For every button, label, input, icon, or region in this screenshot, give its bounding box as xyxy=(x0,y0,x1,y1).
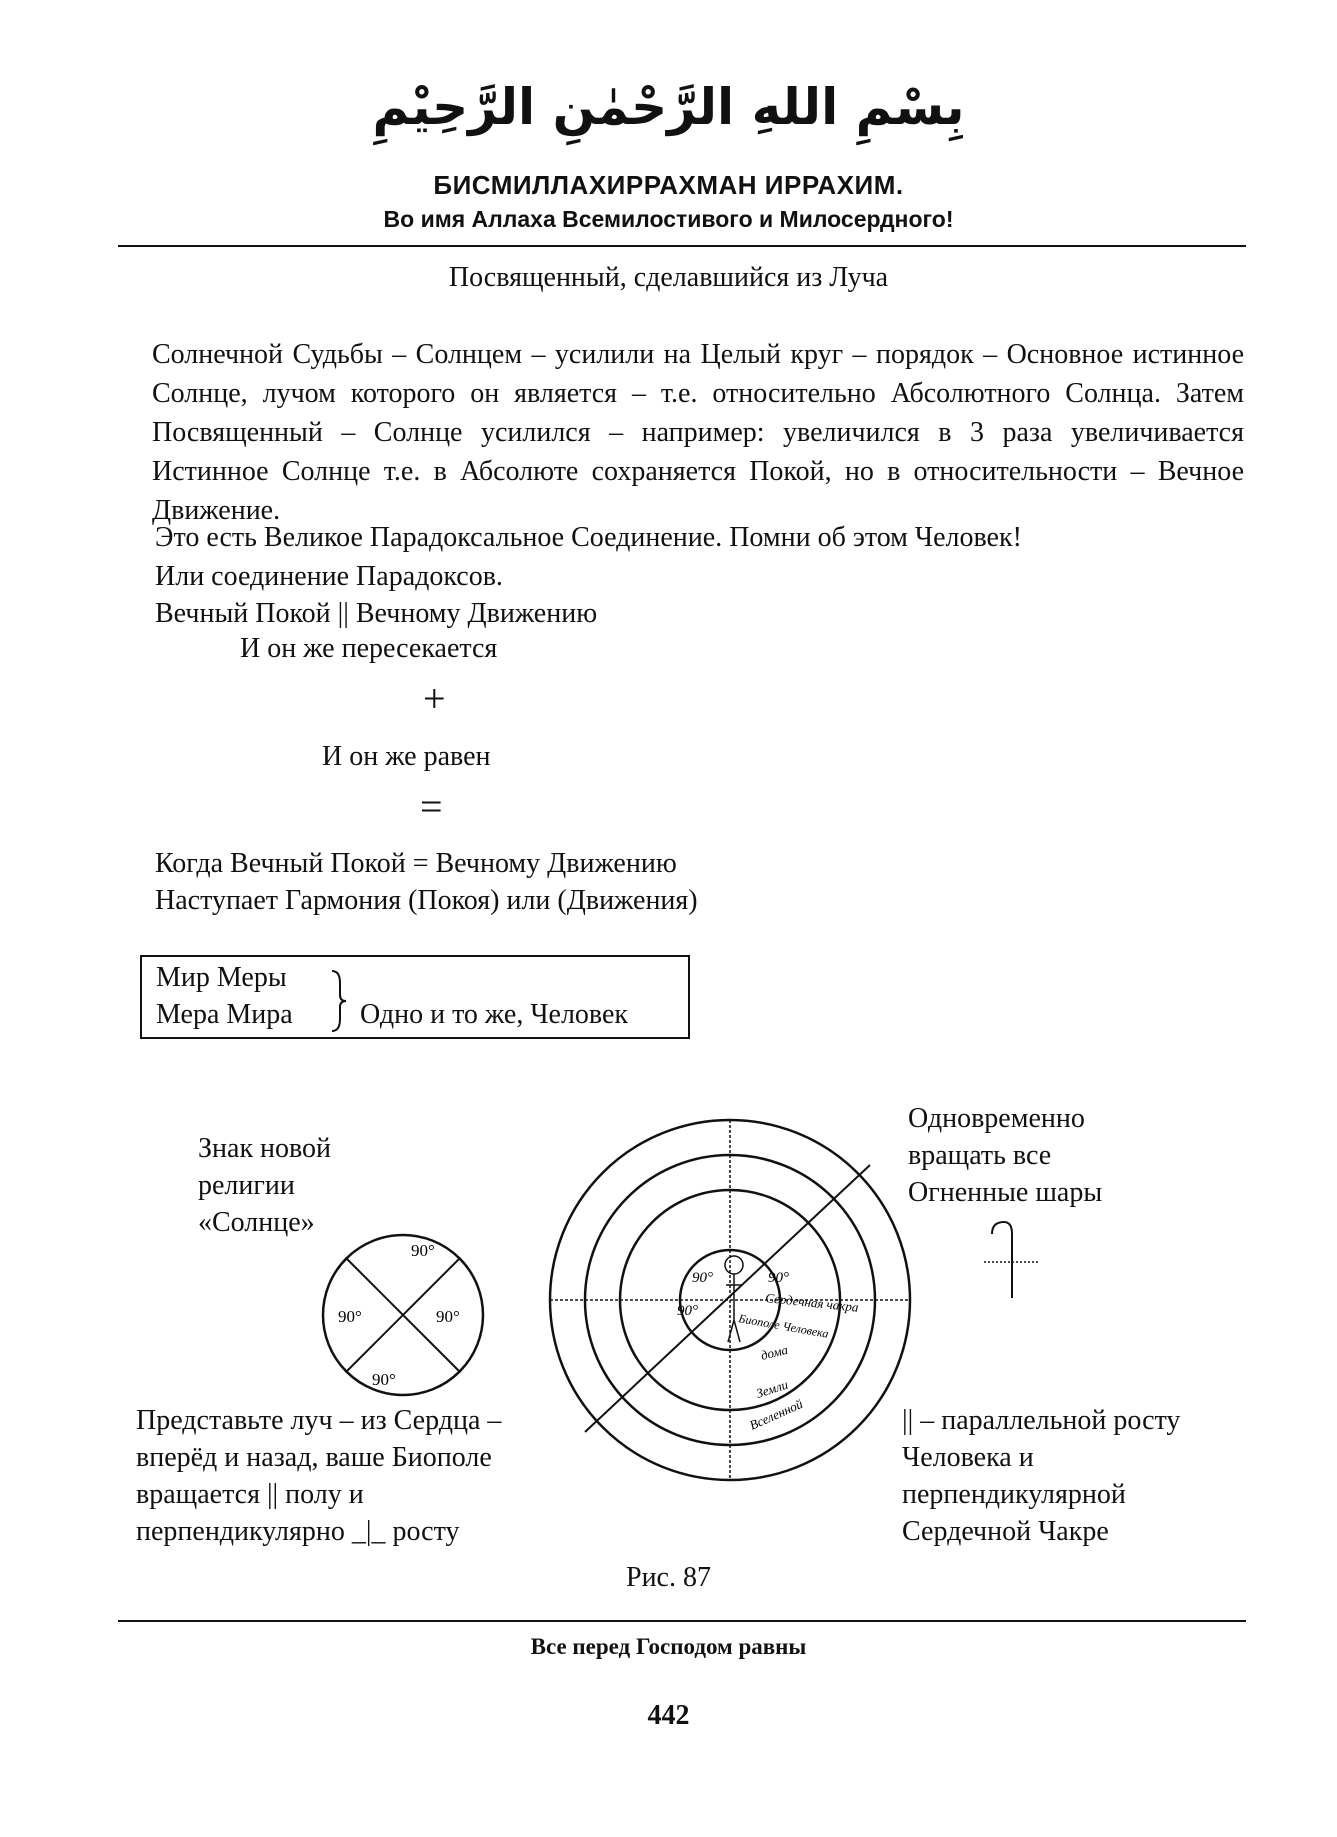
rotate-label-1: Одновременно xyxy=(908,1103,1085,1134)
line-intersects: И он же пересекается xyxy=(240,633,498,664)
biofield-circles-diagram xyxy=(540,1110,920,1490)
center-angle-3: 90° xyxy=(677,1303,698,1319)
line-paradox: Это есть Великое Парадоксальное Соединение. Помни об этом Человек! xyxy=(155,522,1022,553)
main-paragraph xyxy=(152,335,1244,530)
parallel-text-2: Человека и xyxy=(902,1442,1034,1473)
angle-left: 90° xyxy=(338,1307,362,1326)
footer-rule xyxy=(118,1620,1246,1622)
ring-label-earth: Земли xyxy=(754,1376,790,1401)
angle-right: 90° xyxy=(436,1307,460,1326)
sign-label-2: религии xyxy=(198,1170,295,1201)
measure-box xyxy=(140,955,690,1039)
ring-label-home: дома xyxy=(759,1341,790,1363)
line-equals: И он же равен xyxy=(322,741,491,772)
rotate-label-3: Огненные шары xyxy=(908,1177,1103,1208)
hook-cross-icon xyxy=(978,1220,1048,1300)
line-when: Когда Вечный Покой = Вечному Движению xyxy=(155,848,677,879)
line-harmony: Наступает Гармония (Покоя) или (Движения) xyxy=(155,885,698,916)
box-row-2: Мера Мира xyxy=(156,999,293,1030)
equals-symbol: = xyxy=(420,784,443,829)
section-title: Посвященный, сделавшийся из Луча xyxy=(448,262,889,293)
ring-label-biofield: Биополе Человека xyxy=(737,1311,830,1341)
box-right-text: Одно и то же, Человек xyxy=(360,999,629,1030)
parallel-text-4: Сердечной Чакре xyxy=(902,1516,1109,1547)
header-subtitle: Во имя Аллаха Всемилостивого и Милосердного! xyxy=(383,206,954,232)
line-union: Или соединение Парадоксов. xyxy=(155,561,503,592)
parallel-text-1: || – параллельной росту xyxy=(902,1405,1181,1436)
sun-sign-diagram xyxy=(318,1230,488,1400)
plus-symbol: + xyxy=(423,676,446,721)
ray-text-4: перпендикулярно _|_ росту xyxy=(136,1516,460,1547)
bismillah-calligraphy: بِسْمِ اللهِ الرَّحْمٰنِ الرَّحِيْمِ xyxy=(372,78,965,136)
ray-text-1: Представьте луч – из Сердца – xyxy=(136,1405,502,1436)
footer-text: Все перед Господом равны xyxy=(530,1634,807,1659)
center-angle-2: 90° xyxy=(768,1270,789,1286)
paragraph-text: Солнечной Судьбы – Солнцем – усилили на Целый круг – порядок – Основное истинное Солнце, лучом которого он является – т.е. относительно Абсолютного Солнца. Затем Посвященный – Солнце усилился – например: увеличился в 3 раза увеличивается Истинное Солнце т.е. в Абсолюте сохраняется Покой, но в относительности – Вечное Движение. xyxy=(152,339,1244,526)
box-row-1: Мир Меры xyxy=(156,962,287,993)
parallel-text-3: перпендикулярной xyxy=(902,1479,1126,1510)
rotate-label-2: вращать все xyxy=(908,1140,1052,1171)
line-eternal: Вечный Покой || Вечному Движению xyxy=(155,598,598,629)
sign-label-3: «Солнце» xyxy=(198,1207,315,1238)
human-body-icon xyxy=(726,1274,742,1342)
center-angle-1: 90° xyxy=(692,1270,713,1286)
sign-label-1: Знак новой xyxy=(198,1133,332,1164)
brace-icon xyxy=(328,969,348,1033)
angle-bottom: 90° xyxy=(372,1370,396,1389)
page-number: 442 xyxy=(647,1700,690,1731)
ray-text-2: вперёд и назад, ваше Биополе xyxy=(136,1442,492,1473)
ray-text-3: вращается || полу и xyxy=(136,1479,364,1510)
header-rule xyxy=(118,245,1246,247)
ring-label-heart: Сердечная чакра xyxy=(764,1290,860,1315)
ring-label-universe: Вселенной xyxy=(747,1395,805,1433)
header-title: БИСМИЛЛАХИРРАХМАН ИРРАХИМ. xyxy=(433,170,904,200)
human-head-icon xyxy=(725,1256,743,1274)
angle-top: 90° xyxy=(411,1241,435,1260)
figure-caption: Рис. 87 xyxy=(626,1562,711,1593)
